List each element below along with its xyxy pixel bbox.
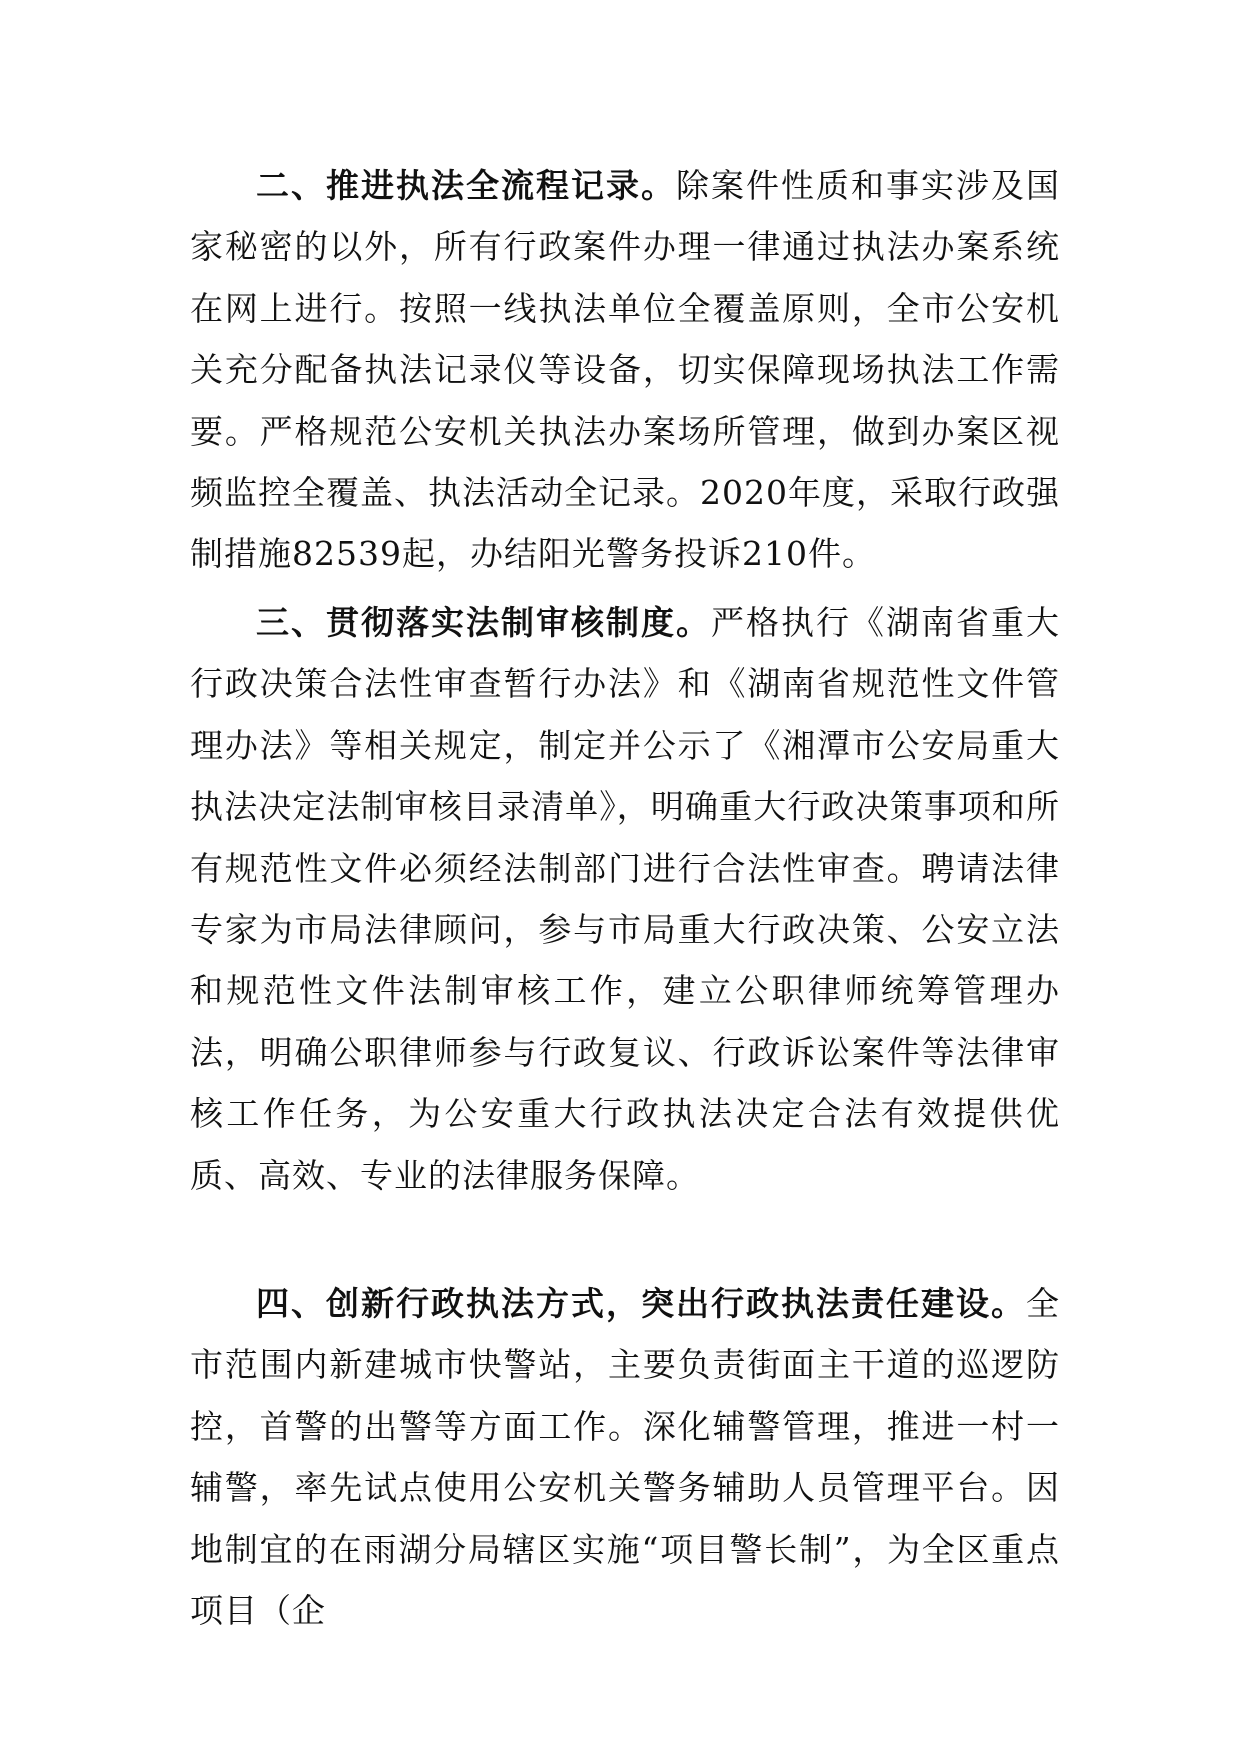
paragraph-body: 全市范围内新建城市快警站，主要负责街面主干道的巡逻防控，首警的出警等方面工作。深化辅警管理，推进一村一辅警，率先试点使用公安机关警务辅助人员管理平台。因地制宜的在雨湖分局辖区实施“项目警长制”，为全区重点项目（企 (190, 1284, 1060, 1631)
paragraph-heading: 三、贯彻落实法制审核制度。 (256, 603, 711, 642)
paragraph-law-enforcement-recording (190, 155, 1060, 585)
paragraph-body: 严格执行《湖南省重大行政决策合法性审查暂行办法》和《湖南省规范性文件管理办法》等相关规定，制定并公示了《湘潭市公安局重大执法决定法制审核目录清单》，明确重大行政决策事项和所有规范性文件必须经法制部门进行合法性审查。聘请法律专家为市局法律顾问，参与市局重大行政决策、公安立法和规范性文件法制审核工作，建立公职律师统筹管理办法，明确公职律师参与行政复议、行政诉讼案件等法律审核工作任务，为公安重大行政执法决定合法有效提供优质、高效、专业的法律服务保障。 (190, 603, 1060, 1195)
paragraph-legal-review-system (190, 592, 1060, 1206)
paragraph-heading: 四、创新行政执法方式，突出行政执法责任建设。 (256, 1284, 1026, 1323)
paragraph-heading: 二、推进执法全流程记录。 (256, 166, 676, 205)
paragraph-body: 除案件性质和事实涉及国家秘密的以外，所有行政案件办理一律通过执法办案系统在网上进行。按照一线执法单位全覆盖原则，全市公安机关充分配备执法记录仪等设备，切实保障现场执法工作需要。严格规范公安机关执法办案场所管理，做到办案区视频监控全覆盖、执法活动全记录。2020年度，采取行政强制措施82539起，办结阳光警务投诉210件。 (190, 166, 1060, 574)
paragraph-innovate-enforcement (190, 1273, 1060, 1641)
